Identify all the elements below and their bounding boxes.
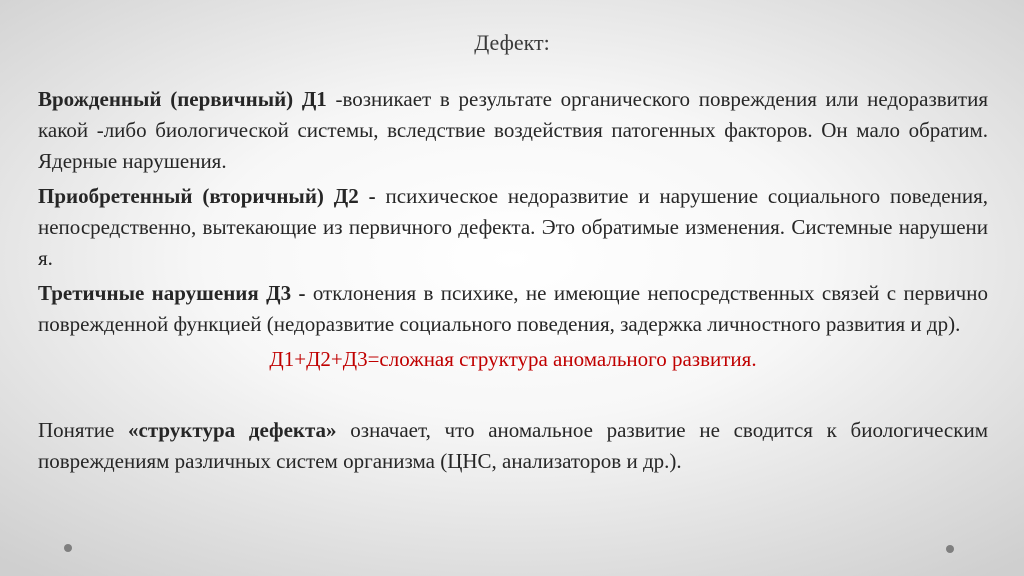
defect-formula: Д1+Д2+Д3=сложная структура аномального развития. bbox=[269, 347, 757, 371]
spacer bbox=[38, 379, 988, 415]
paragraph-secondary-defect bbox=[38, 181, 988, 274]
defect-structure-term: «структура дефекта» bbox=[128, 418, 337, 442]
secondary-defect-text: психическое недоразвитие и нарушение социального поведения, непосредственно, вытекающие из первичного дефекта. Это обратимые изменения. Системные нарушени я. bbox=[38, 184, 988, 270]
tertiary-defect-text: отклонения в психике, не имеющие непосредственных связей с первично поврежденной функцией (недоразвитие социального поведения, задержка личностного развития и др). bbox=[38, 281, 988, 336]
slide-title: Дефект: bbox=[474, 30, 550, 55]
decorative-dot-left bbox=[64, 544, 72, 552]
paragraph-tertiary-defect bbox=[38, 278, 988, 340]
secondary-defect-term: Приобретенный (вторичный) Д2 - bbox=[38, 184, 376, 208]
slide-content bbox=[38, 84, 988, 481]
paragraph-defect-structure bbox=[38, 415, 988, 477]
primary-defect-text: -возникает в результате органического повреждения или недоразвития какой -либо биологической системы, вследствие воздействия патогенных факторов. Он мало обратим. Ядерные нарушения. bbox=[38, 87, 988, 173]
paragraph-primary-defect bbox=[38, 84, 988, 177]
defect-structure-text: означает, что аномальное развитие не сводится к биологическим повреждениям различных систем организма (ЦНС, анализаторов и др.). bbox=[38, 418, 988, 473]
tertiary-defect-term: Третичные нарушения Д3 - bbox=[38, 281, 306, 305]
defect-structure-prefix: Понятие bbox=[38, 418, 129, 442]
decorative-dot-right bbox=[946, 545, 954, 553]
primary-defect-term: Врожденный (первичный) Д1 bbox=[38, 87, 327, 111]
